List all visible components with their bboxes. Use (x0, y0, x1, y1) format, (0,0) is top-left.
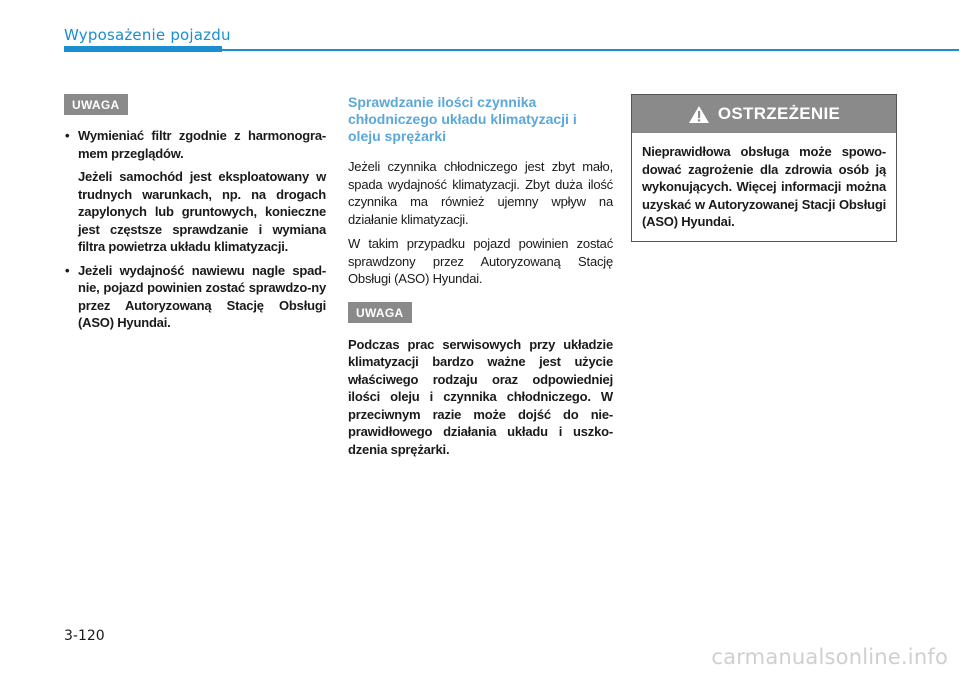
note-badge: UWAGA (348, 302, 412, 323)
section-heading: Sprawdzanie ilości czynnika chłodniczego układu klimatyzacji i oleju sprężarki (348, 94, 577, 144)
section-title: Wyposażenie pojazdu (64, 26, 231, 44)
warning-header (632, 95, 896, 133)
note-badge-wrapper (348, 302, 613, 323)
note-badge: UWAGA (64, 94, 128, 115)
page-number: 3-120 (64, 628, 105, 644)
middle-column (348, 94, 613, 458)
list-item-text: Jeżeli samochód jest eksploatowany w trudnych warunkach, np. na drogach zapylonych lub gruntowych, konieczne jest częstsze sprawdzanie i wymiana filtra powietrza układu klimatyzacji. (78, 169, 326, 254)
note-text: Podczas prac serwisowych przy układzie klimatyzacji bardzo ważne jest użycie właściwego rodzaju oraz odpowiedniej ilości oleju i czynnika chłodniczego. W przeciwnym razie może dojść do nie-prawidłowego działania układu i uszko-dzenia sprężarki. (348, 336, 613, 457)
note-bullet-list (64, 127, 326, 332)
right-column (631, 94, 897, 242)
list-item (64, 127, 326, 256)
list-item (64, 262, 326, 332)
list-item-text: • Jeżeli wydajność nawiewu nagle spad-nie, pojazd powinien zostać sprawdzo-ny przez Autoryzowaną Stację Obsługi (ASO) Hyundai. (78, 262, 326, 330)
header-rule-accent (64, 46, 222, 52)
body-paragraph: W takim przypadku pojazd powinien zostać sprawdzony przez Autoryzowaną Stację Obsługi (ASO) Hyundai. (348, 236, 613, 286)
warning-title: OSTRZEŻENIE (717, 104, 841, 123)
list-item-text: • Wymieniać filtr zgodnie z harmonogra-mem przeglądów. (78, 128, 326, 161)
body-paragraph: Jeżeli czynnika chłodniczego jest zbyt mało, spada wydajność klimatyzacji. Zbyt duża ilość czynnika ma również ujemny wpływ na działanie klimatyzacji. (348, 159, 613, 227)
left-column (64, 94, 326, 338)
warning-body: Nieprawidłowa obsługa może spowo-dować zagrożenie dla zdrowia osób ją wykonujących. Więcej informacji można uzyskać w Autoryzowanej Stacji Obsługi (ASO) Hyundai. (642, 144, 886, 229)
warning-box (631, 94, 897, 242)
watermark: carmanualsonline.info (711, 645, 948, 669)
warning-triangle-icon (688, 105, 710, 124)
